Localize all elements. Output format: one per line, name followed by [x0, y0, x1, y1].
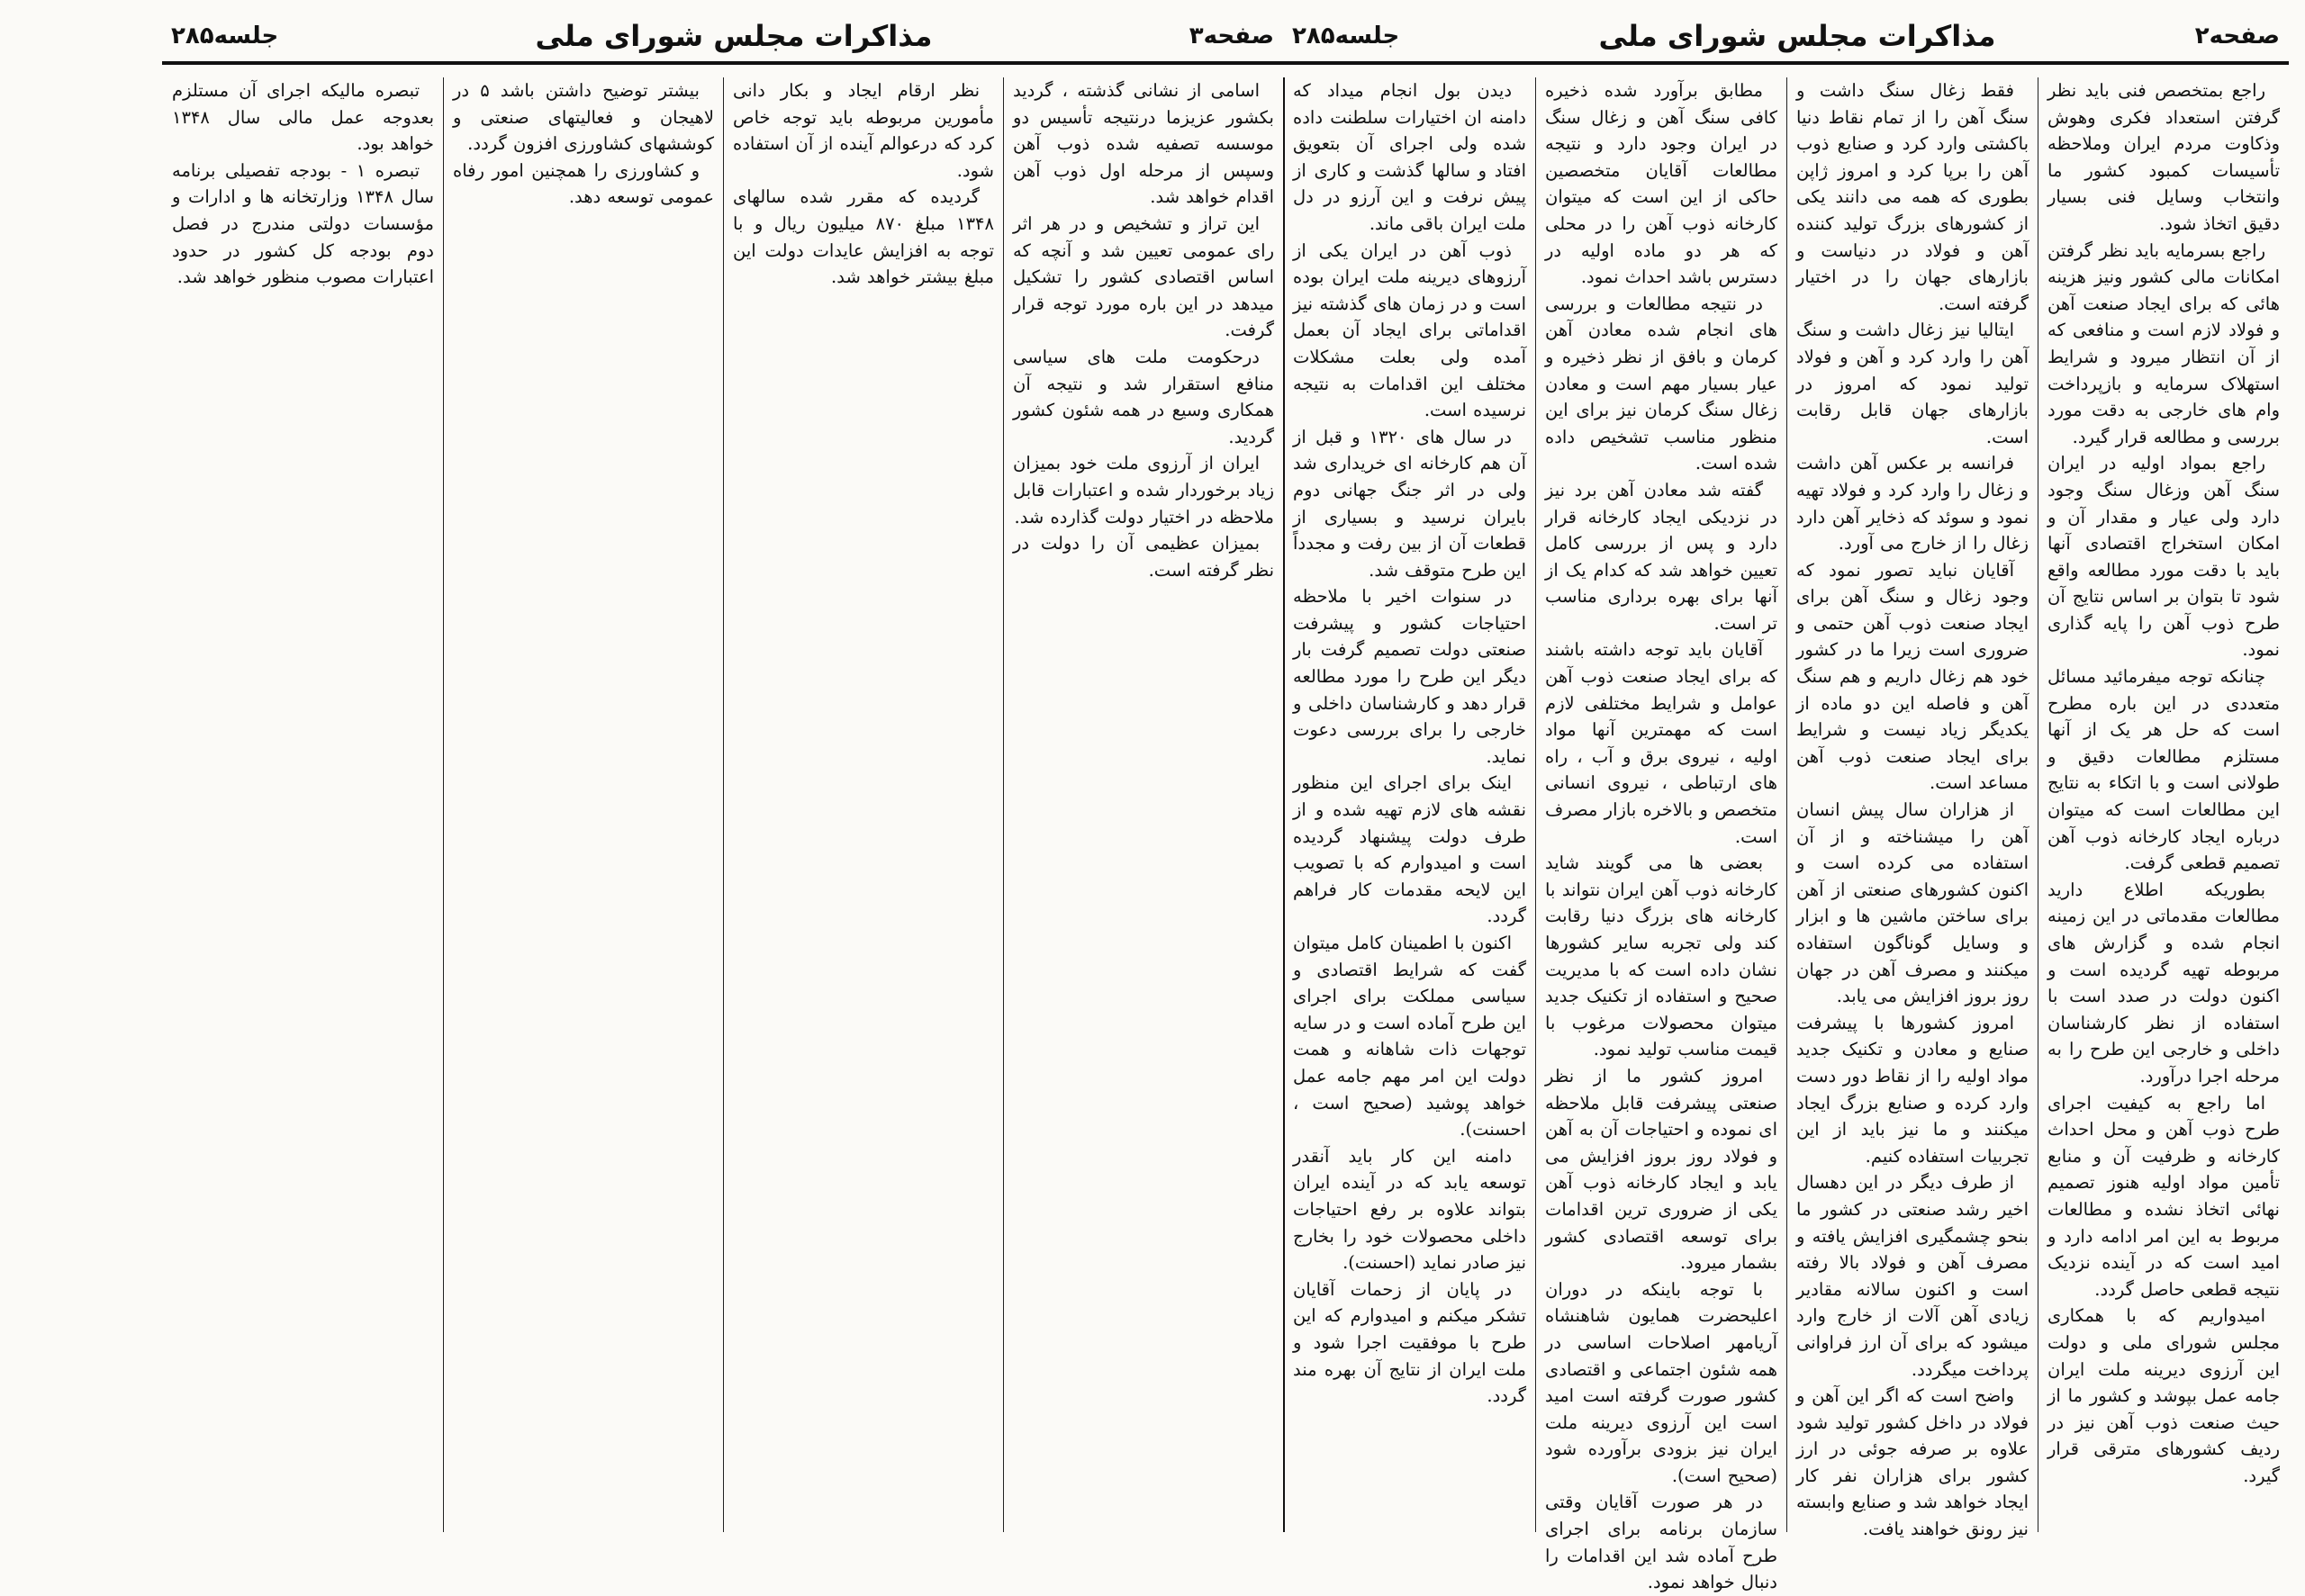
column-text [1013, 77, 1274, 583]
paragraph: مطابق برآورد شده ذخیره کافی سنگ آهن و زغال سنگ در ایران وجود دارد و نتیجه مطالعات آقایان متخصصین حاکی از این است که میتوان کارخانه ذوب آهن را در محلی که هر دو ماده اولیه در دسترس باشد احداث نمود. [1545, 80, 1777, 288]
header-rule [1283, 61, 2289, 65]
text-column [163, 77, 443, 1532]
paragraph: آقایان باید توجه داشته باشند که برای ایجاد صنعت ذوب آهن عوامل و شرایط مختلفی لازم است که مهمترین آنها مواد اولیه ، نیروی برق و آب ، راه های ارتباطی ، نیروی انسانی متخصص و بالاخره بازار مصرف است. [1545, 639, 1777, 847]
column-text [453, 77, 714, 211]
paragraph: ذوب آهن در ایران یکی از آرزوهای دیرینه ملت ایران بوده است و در زمان های گذشته نیز اقداماتی برای ایجاد آن بعمل آمده ولی بعلت مشکلات مختلف این اقدامات به نتیجه نرسیده است. [1293, 239, 1526, 421]
page-number: صفحه۲ [2194, 23, 2280, 50]
left-page-header [162, 11, 1283, 65]
paragraph: درحکومت ملت های سیاسی منافع استقرار شد و نتیجه آن همکاری وسیع در همه شئون کشور گردید. [1013, 346, 1274, 447]
paragraph: اسامی از نشانی گذشته ، گردید بکشور عزیزما درنتیجه تأسیس دو موسسه تصفیه شده ذوب آهن وسپس از مرحله اول ذوب آهن اقدام خواهد شد. [1013, 80, 1274, 208]
page-divider [1283, 77, 1285, 1532]
column-text [733, 77, 994, 291]
text-column [443, 77, 723, 1532]
page-number: صفحه۳ [1189, 23, 1274, 50]
paragraph: اینک برای اجرای این منظور نقشه های لازم تهیه شده و از طرف دولت پیشنهاد گردیده است و امیدوارم که با تصویب این لایحه مقدمات کار فراهم گردد. [1293, 772, 1526, 927]
header-rule [162, 61, 1283, 65]
paragraph: ایران از آرزوی ملت خود بمیزان زیاد برخوردار شده و اعتبارات قابل ملاحظه در اختیار دولت گذارده شد. [1013, 453, 1274, 527]
left-page-columns [162, 77, 1283, 1532]
paragraph: امروز کشور ما از نظر صنعتی پیشرفت قابل ملاحظه ای نموده و احتیاجات آن به آهن و فولاد روز بروز افزایش می یابد و ایجاد کارخانه ذوب آهن یکی از ضروری ترین اقدامات برای توسعه اقتصادی کشور بشمار میرود. [1545, 1065, 1777, 1274]
paragraph: بیشتر توضیح داشتن باشد ۵ در لاهیجان و فعالیتهای صنعتی و کوششهای کشاورزی افزون گردد. [453, 80, 714, 155]
paragraph: تبصره ۱ - بودجه تفصیلی برنامه سال ۱۳۴۸ وزارتخانه ها و ادارات و مؤسسات دولتی مندرج در فصل دوم بودجه کل کشور در حدود اعتبارات مصوب منظور خواهد شد. [172, 159, 434, 288]
paragraph: راجع بمتخصص فنی باید نظر گرفتن استعداد فکری وهوش وذکاوت مردم ایران وملاحظه تأسیسات کمبود کشور ما وانتخاب وسایل فنی بسیار دقیق اتخاذ شود. [2047, 80, 2280, 234]
paragraph: بطوریکه اطلاع دارید مطالعات مقدماتی در این زمینه انجام شده و گزارش های مربوطه تهیه گردیده است و اکنون دولت در صدد است با استفاده از نظر کارشناسان داخلی و خارجی این طرح را به مرحله اجرا درآورد. [2047, 879, 2280, 1087]
paragraph: در پایان از زحمات آقایان تشکر میکنم و امیدوارم که این طرح با موفقیت اجرا شود و ملت ایران از نتایج آن بهره مند گردد. [1293, 1278, 1526, 1407]
text-column [1003, 77, 1283, 1532]
paragraph: تبصره ماليكه اجرای آن مستلزم بعدوجه عمل مالی سال ۱۳۴۸ خواهد بود. [172, 80, 434, 155]
paragraph: گفته شد معادن آهن برد نیز در نزدیکی ایجاد کارخانه قرار دارد و پس از بررسی کامل تعیین خواهد شد که کدام یک از آنها برای بهره برداری مناسب تر است. [1545, 479, 1777, 634]
paragraph: نظر ارقام ایجاد و بکار دانی مأمورین مربوطه باید توجه خاص کرد که درعوالم آینده از آن استفاده شود. [733, 80, 994, 181]
text-column [1535, 77, 1786, 1593]
paragraph: امیدواریم که با همکاری مجلس شورای ملی و دولت این آرزوی دیرینه ملت ایران جامه عمل بپوشد و کشور ما از حیث صنعت ذوب آهن نیز در ردیف کشورهای مترقی قرار گیرد. [2047, 1305, 2280, 1486]
paragraph: ایتالیا نیز زغال داشت و سنگ آهن را وارد کرد و آهن و فولاد تولید نمود که امروز در بازارهای جهان قابل رقابت است. [1796, 320, 2029, 447]
paragraph: چنانکه توجه میفرمائید مسائل متعددی در این باره مطرح است که حل هر یک از آنها مستلزم مطالعات دقیق و طولانی است و با اتکاء به نتایج این مطالعات است که میتوان درباره ایجاد کارخانه ذوب آهن تصمیم قطعی گرفت. [2047, 666, 2280, 874]
column-text [1545, 77, 1777, 1596]
right-page-header [1283, 11, 2289, 65]
session-number: جلسه۲۸۵ [1292, 23, 1400, 50]
paragraph: راجع بسرمایه باید نظر گرفتن امکانات مالی کشور ونیز هزینه هائی که برای ایجاد صنعت آهن و فولاد لازم است و منافعی که از آن انتظار میرود و شرایط استهلاک سرمایه و بازپرداخت وام های خارجی به دقت مورد بررسی و مطالعه قرار گیرد. [2047, 239, 2280, 447]
paragraph: از طرف دیگر در این دهسال اخیر رشد صنعتی در کشور ما بنحو چشمگیری افزایش یافته و مصرف آهن و فولاد بالا رفته است و اکنون سالانه مقادیر زیادی آهن آلات از خارج وارد میشود که برای آن ارز فراوانی پرداخت میگردد. [1796, 1172, 2029, 1380]
paragraph: از هزاران سال پیش انسان آهن را میشناخته و از آن استفاده می کرده است و اکنون کشورهای صنعتی از آهن برای ساختن ماشین ها و ابزار و وسایل گوناگون استفاده میکنند و مصرف آهن در جهان روز بروز افزایش می یابد. [1796, 799, 2029, 1007]
column-text [172, 77, 434, 291]
paragraph: و کشاورزی را همچنین امور رفاه عمومی توسعه دهد. [453, 159, 714, 208]
paragraph: اما راجع به کیفیت اجرای طرح ذوب آهن و محل احداث کارخانه و ظرفیت آن و منابع تأمین مواد اولیه هنوز تصمیم نهائی اتخاذ نشده و مطالعات مربوط به این امر ادامه دارد و امید است که در آینده نزدیک نتیجه قطعی حاصل گردد. [2047, 1092, 2280, 1300]
paragraph: بمیزان عظیمی آن را دولت در نظر گرفته است. [1013, 533, 1274, 581]
text-column [1284, 77, 1535, 1532]
paragraph: واضح است که اگر این آهن و فولاد در داخل کشور تولید شود علاوه بر صرفه جوئی در ارز کشور برای هزاران نفر کار ایجاد خواهد شد و صنایع وابسته نیز رونق خواهند یافت. [1796, 1385, 2029, 1540]
journal-title: مذاکرات مجلس شورای ملی [1598, 19, 1996, 53]
paragraph: بعضی ها می گویند شاید کارخانه ذوب آهن ایران نتواند با کارخانه های بزرگ دنیا رقابت کند ولی تجربه سایر کشورها نشان داده است که با مدیریت صحیح و استفاده از تکنیک جدید میتوان محصولات مرغوب با قیمت مناسب تولید نمود. [1545, 852, 1777, 1060]
column-text [1293, 77, 1526, 1410]
text-column [1786, 77, 2038, 1540]
paragraph: این تراز و تشخیص و در هر اثر رای عمومی تعیین شد و آنچه که اساس اقتصادی کشور را تشکیل میدهد در این باره مورد توجه قرار گرفت. [1013, 212, 1274, 341]
paragraph: در سال های ۱۳۲۰ و قبل از آن هم کارخانه ای خریداری شد ولی در اثر جنگ جهانی دوم بایران نرسید و بسیاری از قطعات آن از بین رفت و مجدداً این طرح متوقف شد. [1293, 426, 1526, 581]
paragraph: با توجه باینکه در دوران اعلیحضرت همایون شاهنشاه آریامهر اصلاحات اساسی در همه شئون اجتماعی و اقتصادی کشور صورت گرفته است امید است این آرزوی دیرینه ملت ایران نیز بزودی برآورده شود (صحیح است). [1545, 1278, 1777, 1486]
paragraph: در هر صورت آقایان وقتی سازمان برنامه برای اجرای طرح آماده شد این اقدامات را دنبال خواهد نمود. [1545, 1492, 1777, 1593]
paragraph: فرانسه بر عکس آهن داشت و زغال را وارد کرد و فولاد تهیه نمود و سوئد که ذخایر آهن دارد زغال را از خارج می آورد. [1796, 453, 2029, 555]
paragraph: اکنون با اطمینان کامل میتوان گفت که شرایط اقتصادی و سیاسی مملکت برای اجرای این طرح آماده است و در سایه توجهات ذات شاهانه و همت دولت این امر مهم جامه عمل خواهد پوشید (صحیح است ، احسنت). [1293, 933, 1526, 1141]
paragraph: آقایان نباید تصور نمود که وجود زغال و سنگ آهن برای ایجاد صنعت ذوب آهن حتمی و ضروری است زیرا ما در کشور خود هم زغال داریم و هم سنگ آهن و فاصله این دو ماده از یکدیگر زیاد نیست و شرایط برای ایجاد صنعت ذوب آهن مساعد است. [1796, 559, 2029, 794]
column-text [1796, 77, 2029, 1543]
paragraph: فقط زغال سنگ داشت و سنگ آهن را از تمام نقاط دنیا باکشتی وارد کرد و صنایع ذوب آهن را برپا کرد و امروز ژاپن بطوری که همه می دانند یکی از کشورهای بزرگ تولید کننده آهن و فولاد در دنیاست و بازارهای جهان را در اختیار گرفته است. [1796, 80, 2029, 314]
column-text [2047, 77, 2280, 1489]
paragraph: در نتیجه مطالعات و بررسی های انجام شده معادن آهن کرمان و بافق از نظر ذخیره و عیار بسیار مهم است و معادن زغال سنگ کرمان نیز برای این منظور مناسب تشخیص داده شده است. [1545, 293, 1777, 474]
paragraph: گردیده که مقرر شده سالهای ۱۳۴۸ مبلغ ۸۷۰ میلیون ریال و با توجه به افزایش عایدات دولت این مبلغ بیشتر خواهد شد. [733, 186, 994, 288]
paragraph: در سنوات اخیر با ملاحظه احتیاجات کشور و پیشرفت صنعتی دولت تصمیم گرفت بار دیگر این طرح را مورد مطالعه قرار دهد و کارشناسان داخلی و خارجی را برای بررسی دعوت نماید. [1293, 586, 1526, 767]
paragraph: دامنه این کار باید آنقدر توسعه یابد که در آینده ایران بتواند علاوه بر رفع احتیاجات داخلی محصولات خود را بخارج نیز صادر نماید (احسنت). [1293, 1145, 1526, 1274]
text-column [2038, 77, 2289, 1532]
journal-title: مذاکرات مجلس شورای ملی [535, 19, 933, 53]
paragraph: راجع بمواد اولیه در ایران سنگ آهن وزغال سنگ وجود دارد ولی عیار و مقدار آن و امکان استخراج اقتصادی آنها باید با دقت مورد مطالعه واقع شود تا بتوان بر اساس نتایج آن طرح ذوب آهن را پایه گذاری نمود. [2047, 453, 2280, 661]
paragraph: امروز کشورها با پیشرفت صنایع و معادن و تکنیک جدید مواد اولیه را از نقاط دور دست وارد کرده و صنایع بزرگ ایجاد میکنند و ما نیز باید از این تجربیات استفاده کنیم. [1796, 1012, 2029, 1167]
text-column [723, 77, 1003, 1532]
session-number: جلسه۲۸۵ [171, 23, 279, 50]
right-page-columns [1283, 77, 2289, 1593]
paragraph: دیدن بول انجام میداد که دامنه ان اختیارات سلطنت داده شده ولی اجرای آن بتعویق افتاد و سالها گذشت و کاری از پیش نرفت و این آرزو در دل ملت ایران باقی ماند. [1293, 80, 1526, 234]
